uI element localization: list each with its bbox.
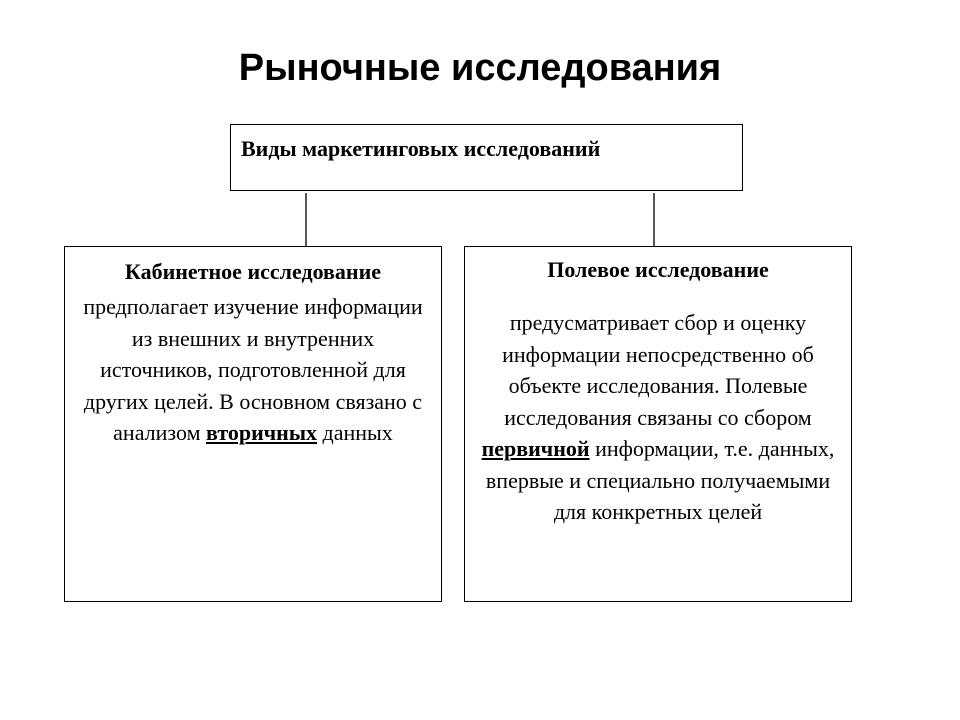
desk-research-heading: Кабинетное исследование	[124, 259, 382, 284]
desk-research-text: предполагает изучение информации из внешних и внутренних источников, подготовленной для других целей. В основном связано с анализом	[83, 294, 423, 445]
field-research-text-end: информации, т.е. данных, впервые и специально получаемыми для конкретных целей	[485, 436, 835, 524]
desk-research-text-end: данных	[317, 420, 393, 445]
root-node-box	[230, 124, 743, 191]
desk-research-box	[64, 246, 442, 602]
field-research-text: предусматривает сбор и оценку информации непосредственно об объекте исследования. Полевые исследования связаны со сбором	[502, 310, 814, 430]
desk-research-description	[65, 291, 441, 449]
slide-title: Рыночные исследования	[238, 47, 722, 89]
field-research-key-term: первичной	[481, 436, 590, 461]
root-node-label: Виды маркетинговых исследований	[241, 136, 601, 161]
field-research-box	[464, 246, 852, 602]
field-research-description	[465, 307, 851, 528]
desk-research-key-term: вторичных	[205, 420, 318, 445]
field-research-heading: Полевое исследование	[547, 257, 769, 282]
